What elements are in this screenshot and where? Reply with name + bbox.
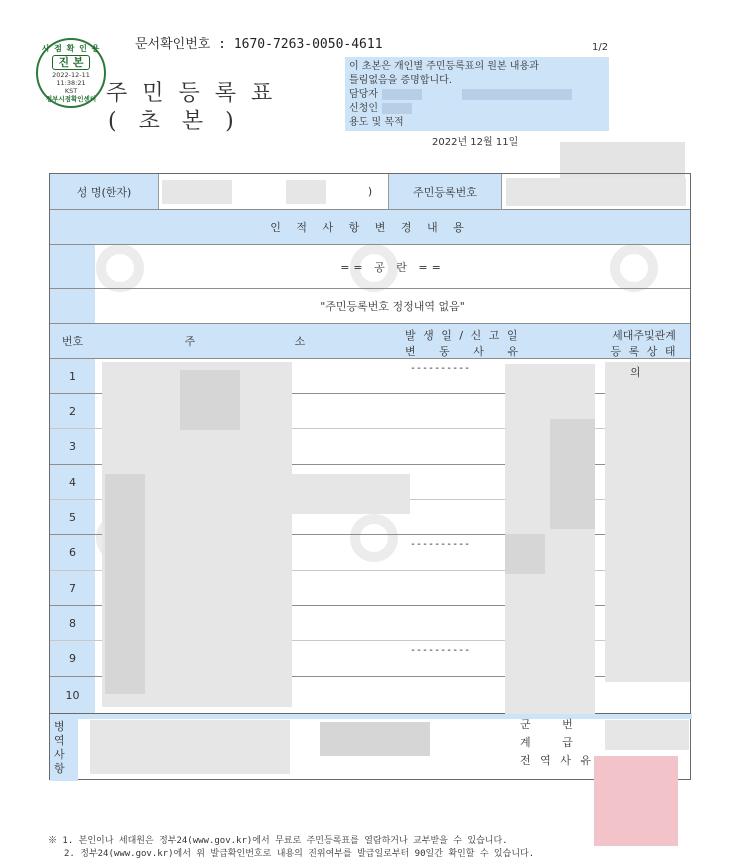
- col-number: 번호: [61, 335, 84, 348]
- col-date-reported: 발 생 일 / 신 고 일: [405, 329, 520, 342]
- footer-note-1: ※ 1. 본인이나 세대원은 정부24(www.gov.kr)에서 무료로 주민등록표를 열람하거나 교부받을 수 있습니다.: [48, 836, 508, 846]
- row1-dashes: ----------: [410, 363, 471, 374]
- rrn-change-row: [50, 289, 690, 324]
- cert-line: 틀림없음을 증명합니다.: [349, 75, 452, 86]
- row6-dashes: ----------: [410, 539, 471, 550]
- seal-main-text: 진 본: [52, 55, 90, 70]
- seal-date: 2022-12-11: [52, 71, 90, 79]
- row-number: 10: [65, 688, 80, 702]
- military-service-number: 군 번: [520, 718, 587, 731]
- document-subtitle: (초본): [108, 109, 256, 134]
- blank-marker: == 공 란 ==: [340, 260, 445, 274]
- cert-applicant-label: 신청인: [349, 103, 378, 114]
- verification-seal: [36, 38, 106, 108]
- page-indicator: 1/2: [592, 42, 609, 53]
- name-row: [50, 174, 690, 210]
- military-discharge-reason: 전 역 사 유: [520, 754, 594, 767]
- military-rank: 계 급: [520, 736, 587, 749]
- row-number: 4: [69, 475, 76, 489]
- row-number: 9: [69, 652, 76, 665]
- name-label: 성 명(한자): [50, 174, 158, 209]
- cert-purpose-label: 용도 및 목적: [349, 117, 404, 128]
- registration-table: [49, 173, 691, 780]
- row-number: 2: [69, 404, 76, 418]
- cert-line: 이 초본은 개인별 주민등록표의 원본 내용과: [349, 61, 539, 72]
- row-number: 3: [69, 440, 76, 453]
- seal-bottom-text: 정부시점확인센터: [45, 95, 97, 103]
- col-registration-status: 등 록 상 태: [610, 345, 678, 358]
- col-address-2: 소: [294, 335, 306, 348]
- seal-top-text: 시 점 확 인 용: [41, 44, 101, 53]
- col-change-reason: 변 동 사 유: [405, 345, 528, 358]
- certification-box: [345, 57, 609, 131]
- personal-changes-title: 인 적 사 항 변 경 내 용: [270, 221, 470, 234]
- name-paren: ): [367, 185, 373, 198]
- row-number: 8: [69, 616, 76, 630]
- personal-changes-header: [50, 210, 690, 245]
- cert-officer-label: 담당자: [349, 89, 378, 100]
- col-household-head: 세대주및관계: [612, 329, 676, 342]
- col-address-1: 주: [184, 335, 196, 348]
- no-rrn-change-note: "주민등록번호 정정내역 없음": [320, 300, 465, 313]
- row1-relation: 의: [630, 366, 641, 379]
- document-number: 문서확인번호 : 1670-7263-0050-4611: [135, 37, 383, 52]
- address-column-headers: [50, 324, 690, 359]
- seal-tz: KST: [64, 87, 78, 95]
- row-number: 1: [69, 369, 76, 383]
- blank-row: [50, 245, 690, 289]
- row-number: 6: [69, 546, 76, 559]
- redacted-stamp: [594, 756, 678, 846]
- footer-note-2: 2. 정부24(www.gov.kr)에서 위 발급확인번호로 내용의 진위여부를 발급일로부터 90일간 확인할 수 있습니다.: [64, 849, 535, 859]
- issue-date: 2022년 12월 11일: [432, 137, 519, 148]
- row9-dashes: ----------: [410, 645, 471, 656]
- row-number: 5: [69, 510, 76, 524]
- military-label: 병역사항: [50, 714, 78, 781]
- seal-time: 11:38:21: [56, 79, 86, 87]
- document-title: 주민등록표: [106, 81, 288, 106]
- rrn-label: 주민등록번호: [389, 174, 501, 209]
- row-number: 7: [69, 581, 76, 595]
